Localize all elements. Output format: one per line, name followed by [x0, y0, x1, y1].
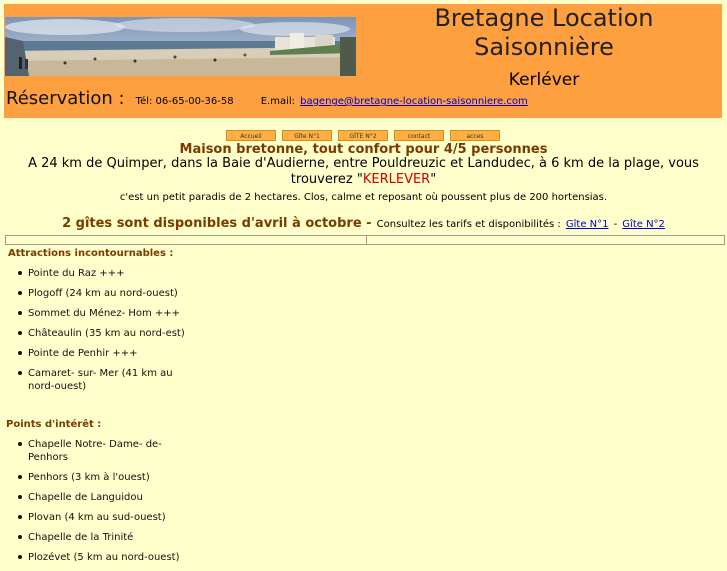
intro-headline: Maison bretonne, tout confort pour 4/5 personnes: [179, 142, 548, 157]
availability-line: [0, 212, 727, 231]
list-item: Plogoff (24 km au nord-ouest): [0, 287, 200, 300]
list-item: Camaret- sur- Mer (41 km au nord-ouest): [0, 367, 193, 393]
reservation-label: Réservation :: [6, 88, 125, 109]
site-subtitle: Kerléver: [508, 70, 580, 90]
nav-contact-button[interactable]: contact: [394, 130, 444, 141]
list-item: Châteaulin (35 km au nord-est): [0, 327, 200, 340]
attractions-title: Attractions incontournables :: [8, 248, 174, 259]
site-title: [404, 4, 684, 62]
table-divider: [366, 236, 367, 244]
gite2-link[interactable]: Gîte N°2: [622, 219, 665, 230]
link-separator: -: [613, 219, 618, 230]
intro-text: [0, 156, 727, 188]
list-item: Pointe de Penhir +++: [0, 347, 200, 360]
email-label: E.mail:: [260, 96, 296, 107]
header-banner: [4, 4, 722, 118]
nav-accueil-button[interactable]: Accueil: [226, 130, 276, 141]
list-item: Chapelle de la Trinité: [0, 531, 200, 544]
phone-number: Tél: 06-65-00-36-58: [135, 96, 234, 107]
intro-text-part2: ": [430, 172, 437, 187]
beach-panorama-image: [5, 17, 356, 76]
nav-acces-button[interactable]: acces: [450, 130, 500, 141]
intro-text-part1: A 24 km de Quimper, dans la Baie d'Audierne, entre Pouldreuzic et Landudec, à 6 km de la plage, vous trouverez ": [28, 156, 699, 187]
interets-title: Points d'intérêt :: [6, 419, 102, 430]
reservation-bar: [6, 88, 528, 109]
nav-gite1-button[interactable]: Gîte N°1: [282, 130, 332, 141]
list-item: Chapelle de Languidou: [0, 491, 200, 504]
interets-list: [0, 438, 200, 571]
paradis-text: c'est un petit paradis de 2 hectares. Clos, calme et reposant où poussent plus de 200 hortensias.: [119, 192, 608, 203]
gite1-link[interactable]: Gîte N°1: [565, 219, 609, 230]
kerlever-highlight: KERLEVER: [362, 172, 431, 187]
list-item: Pointe du Raz +++: [0, 267, 200, 280]
availability-prompt: Consultez les tarifs et disponibilités :: [376, 219, 561, 230]
empty-table-row: [5, 235, 725, 245]
list-item: Sommet du Ménez- Hom +++: [0, 307, 200, 320]
attractions-list: [0, 267, 200, 400]
list-item: Plovan (4 km au sud-ouest): [0, 511, 200, 524]
nav-gite2-button[interactable]: GÎTE N°2: [338, 130, 388, 141]
email-link[interactable]: bagenge@bretagne-location-saisonniere.com: [300, 96, 528, 107]
availability-headline: 2 gîtes sont disponibles d'avril à octobre -: [62, 216, 372, 231]
site-title-line1: Bretagne Location: [434, 4, 654, 32]
list-item: Chapelle Notre- Dame- de- Penhors: [0, 438, 200, 464]
list-item: Penhors (3 km à l'ouest): [0, 471, 200, 484]
site-title-line2: Saisonnière: [474, 33, 614, 61]
list-item: Plozévet (5 km au nord-ouest): [0, 551, 200, 564]
